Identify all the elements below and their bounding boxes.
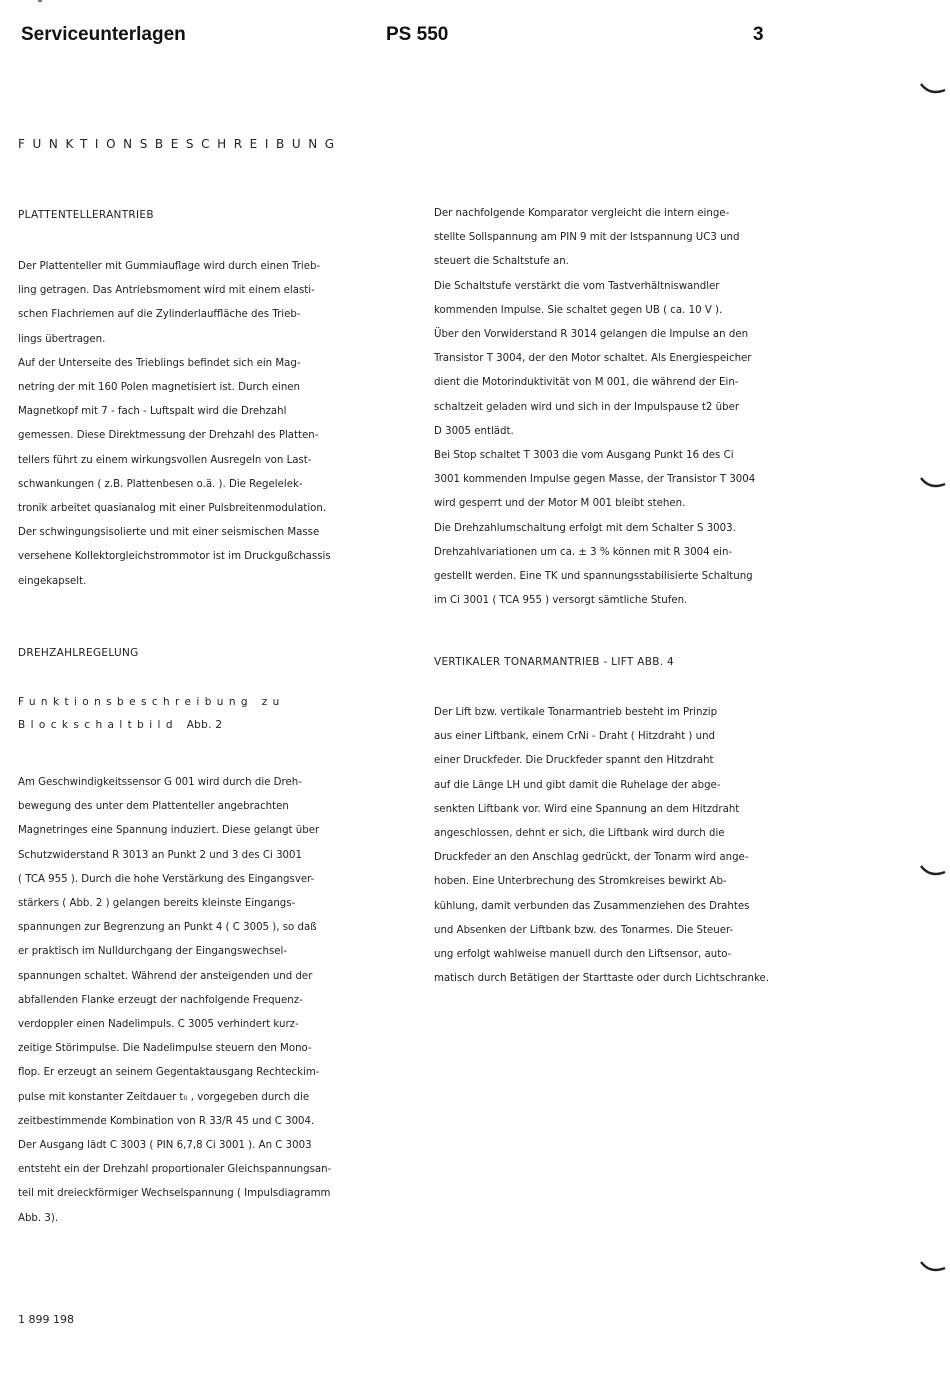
text-line: Transistor T 3004, der den Motor schaltet. Als Energiespeicher bbox=[434, 353, 752, 365]
text-line: spannungen zur Begrenzung an Punkt 4 ( C 3005 ), so daß bbox=[18, 922, 317, 934]
text-line: Abb. 3). bbox=[18, 1212, 59, 1224]
text-line: 3001 kommenden Impulse gegen Masse, der Transistor T 3004 bbox=[434, 474, 756, 486]
text-line: netring der mit 160 Polen magnetisiert ist. Durch einen bbox=[18, 382, 300, 394]
text-line: Schutzwiderstand R 3013 an Punkt 2 und 3 des Ci 3001 bbox=[18, 849, 302, 861]
text-line: spannungen schaltet. Während der ansteigenden und der bbox=[18, 970, 313, 982]
text-line: tronik arbeitet quasianalog mit einer Pulsbreitenmodulation. bbox=[18, 503, 327, 515]
punch-mark bbox=[920, 476, 946, 490]
text-line: steuert die Schaltstufe an. bbox=[434, 256, 569, 268]
text-line: abfallenden Flanke erzeugt der nachfolgende Frequenz- bbox=[18, 994, 303, 1006]
text-line: zeitige Störimpulse. Die Nadelimpulse steuern den Mono- bbox=[18, 1043, 312, 1055]
text-line: Der schwingungsisolierte und mit einer seismischen Masse bbox=[18, 527, 320, 539]
text-line: hoben. Eine Unterbrechung des Stromkreises bewirkt Ab- bbox=[434, 876, 727, 888]
subheading-blockschaltbild bbox=[18, 719, 222, 731]
text-line: Der Lift bzw. vertikale Tonarmantrieb besteht im Prinzip bbox=[434, 707, 718, 718]
text-line: Magnetkopf mit 7 - fach - Luftspalt wird die Drehzahl bbox=[18, 406, 287, 418]
text-line: Der Ausgang lädt C 3003 ( PIN 6,7,8 Ci 3001 ). An C 3003 bbox=[18, 1140, 312, 1152]
text-line: Auf der Unterseite des Trieblings befindet sich ein Mag- bbox=[18, 357, 301, 369]
text-line: Druckfeder an den Anschlag gedrückt, der Tonarm wird ange- bbox=[434, 852, 749, 864]
text-line: angeschlossen, dehnt er sich, die Liftbank wird durch die bbox=[434, 828, 725, 840]
text-line: auf die Länge LH und gibt damit die Ruhelage der abge- bbox=[434, 779, 721, 791]
text-line: matisch durch Betätigen der Starttaste oder durch Lichtschranke. bbox=[434, 973, 770, 985]
paragraph-drehzahlregelung bbox=[18, 771, 331, 1231]
text-line: aus einer Liftbank, einem CrNi - Draht ( Hitzdraht ) und bbox=[434, 731, 716, 743]
punch-mark bbox=[920, 864, 946, 878]
heading-plattentellerantrieb: PLATTENTELLERANTRIEB bbox=[18, 209, 154, 221]
text-line: schen Flachriemen auf die Zylinderlauffläche des Trieb- bbox=[18, 309, 301, 321]
text-line: senkten Liftbank vor. Wird eine Spannung an dem Hitzdraht bbox=[434, 803, 740, 815]
text-line: pulse mit konstanter Zeitdauer t₀ , vorgegeben durch die bbox=[18, 1091, 310, 1103]
text-line: gestellt werden. Eine TK und spannungsstabilisierte Schaltung bbox=[434, 571, 753, 583]
text-line: lings übertragen. bbox=[18, 333, 106, 345]
subheading-funktionsbeschreibung: Funktionsbeschreibung zu bbox=[18, 696, 285, 708]
text-line: flop. Er erzeugt an seinem Gegentaktausgang Rechteckim- bbox=[18, 1067, 320, 1079]
text-line: tellers führt zu einem wirkungsvollen Ausregeln von Last- bbox=[18, 454, 312, 466]
top-edge-mark bbox=[38, 0, 42, 2]
document-number: 1 899 198 bbox=[18, 1313, 74, 1326]
text-line: Die Schaltstufe verstärkt die vom Tastverhältniswandler bbox=[434, 280, 720, 292]
heading-lift: VERTIKALER TONARMANTRIEB - LIFT ABB. 4 bbox=[434, 656, 674, 668]
text-line: kühlung, damit verbunden das Zusammenziehen des Drahtes bbox=[434, 900, 750, 912]
page-number: 3 bbox=[753, 24, 764, 45]
text-line: D 3005 entlädt. bbox=[434, 425, 514, 437]
section-title: FUNKTIONSBESCHREIBUNG bbox=[18, 137, 342, 151]
text-line: ( TCA 955 ). Durch die hohe Verstärkung des Eingangsver- bbox=[18, 873, 315, 885]
text-line: einer Druckfeder. Die Druckfeder spannt den Hitzdraht bbox=[434, 755, 714, 767]
header-title: Serviceunterlagen bbox=[21, 24, 186, 45]
model-number: PS 550 bbox=[386, 24, 449, 45]
text-line: Magnetringes eine Spannung induziert. Diese gelangt über bbox=[18, 825, 320, 837]
text-line: ling getragen. Das Antriebsmoment wird mit einem elasti- bbox=[18, 285, 315, 297]
text-line: versehene Kollektorgleichstrommotor ist im Druckgußchassis bbox=[18, 551, 331, 563]
text-line: Der nachfolgende Komparator vergleicht die intern einge- bbox=[434, 208, 730, 219]
text-line: schaltzeit geladen wird und sich in der Impulspause t2 über bbox=[434, 401, 740, 413]
text-line: Bei Stop schaltet T 3003 die vom Ausgang Punkt 16 des Ci bbox=[434, 450, 734, 462]
paragraph-lift bbox=[434, 701, 769, 991]
text-line: verdoppler einen Nadelimpuls. C 3005 verhindert kurz- bbox=[18, 1019, 299, 1031]
text-line: ung erfolgt wahlweise manuell durch den Liftsensor, auto- bbox=[434, 949, 732, 961]
text-line: und Absenken der Liftbank bzw. des Tonarmes. Die Steuer- bbox=[434, 924, 734, 936]
text-line: Drehzahlvariationen um ca. ± 3 % können mit R 3004 ein- bbox=[434, 546, 733, 558]
text-line: teil mit dreieckförmiger Wechselspannung ( Impulsdiagramm bbox=[18, 1188, 331, 1200]
text-line: eingekapselt. bbox=[18, 575, 87, 587]
text-line: schwankungen ( z.B. Plattenbesen o.ä. ). Die Regelelek- bbox=[18, 478, 303, 490]
text-line: Über den Vorwiderstand R 3014 gelangen die Impulse an den bbox=[434, 329, 749, 341]
text-line: Die Drehzahlumschaltung erfolgt mit dem Schalter S 3003. bbox=[434, 522, 736, 534]
paragraph-plattentellerantrieb bbox=[18, 255, 331, 594]
text-line: entsteht ein der Drehzahl proportionaler Gleichspannungsan- bbox=[18, 1164, 332, 1176]
text-line: im Ci 3001 ( TCA 955 ) versorgt sämtliche Stufen. bbox=[434, 595, 688, 607]
text-line: kommenden Impulse. Sie schaltet gegen UB ( ca. 10 V ). bbox=[434, 304, 723, 316]
text-line: Der Plattenteller mit Gummiauflage wird durch einen Trieb- bbox=[18, 261, 321, 272]
text-line: gemessen. Diese Direktmessung der Drehzahl des Platten- bbox=[18, 430, 319, 442]
text-line: stärkers ( Abb. 2 ) gelangen bereits kleinste Eingangs- bbox=[18, 898, 296, 910]
text-line: bewegung des unter dem Plattenteller angebrachten bbox=[18, 801, 289, 813]
heading-drehzahlregelung: DREHZAHLREGELUNG bbox=[18, 647, 139, 659]
text-line: er praktisch im Nulldurchgang der Eingangswechsel- bbox=[18, 946, 288, 958]
subheading-blockschaltbild-text: Blockschaltbild bbox=[18, 719, 178, 731]
text-line: dient die Motorinduktivität von M 001, die während der Ein- bbox=[434, 377, 739, 389]
text-line: stellte Sollspannung am PIN 9 mit der Istspannung UC3 und bbox=[434, 232, 740, 244]
punch-mark bbox=[920, 82, 946, 96]
text-line: Am Geschwindigkeitssensor G 001 wird durch die Dreh- bbox=[18, 777, 302, 788]
punch-mark bbox=[920, 1260, 946, 1274]
subheading-figure-ref: Abb. 2 bbox=[186, 719, 223, 731]
text-line: zeitbestimmende Kombination von R 33/R 45 und C 3004. bbox=[18, 1115, 315, 1127]
paragraph-komparator bbox=[434, 202, 755, 613]
text-line: wird gesperrt und der Motor M 001 bleibt stehen. bbox=[434, 498, 686, 510]
